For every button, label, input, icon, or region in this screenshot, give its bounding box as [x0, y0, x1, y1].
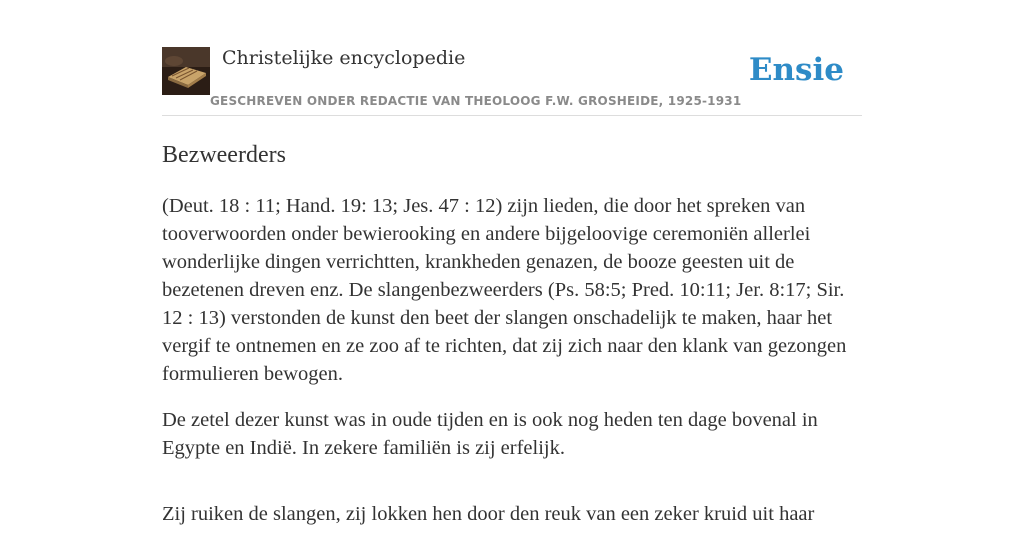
entry-body [162, 192, 864, 546]
site-header [162, 46, 862, 116]
entry-paragraph: Zij ruiken de slangen, zij lokken hen door den reuk van een zeker kruid uit haar [162, 503, 815, 525]
book-photo-icon[interactable] [162, 47, 210, 95]
entry-paragraph: (Deut. 18 : 11; Hand. 19: 13; Jes. 47 : 12) zijn lieden, die door het spreken van tooverwoorden onder bewierooking en andere bijgeloovige ceremoniën allerlei wonderlijke dingen verrichtten, krankheden genazen, de booze geesten uit de bezetenen dreven enz. De slangenbezweerders (Ps. 58:5; Pred. 10:11; Jer. 8:17; Sir. 12 : 13) verstonden de kunst den beet der slangen onschadelijk te maken, haar het vergif te ontnemen en ze zoo af te richten, dat zij zich naar den klank van gezongen formulieren bewogen. [162, 195, 847, 385]
site-title[interactable]: Christelijke encyclopedie [222, 47, 466, 69]
entry-title: Bezweerders [162, 142, 286, 168]
entry-paragraph: De zetel dezer kunst was in oude tijden en is ook nog heden ten dage bovenal in Egypte en Indië. In zekere familiën is zij erfelijk. [162, 409, 818, 459]
site-subtitle: GESCHREVEN ONDER REDACTIE VAN THEOLOOG F.W. GROSHEIDE, 1925-1931 [210, 94, 742, 108]
ensie-logo-link[interactable]: Ensie [748, 52, 844, 88]
